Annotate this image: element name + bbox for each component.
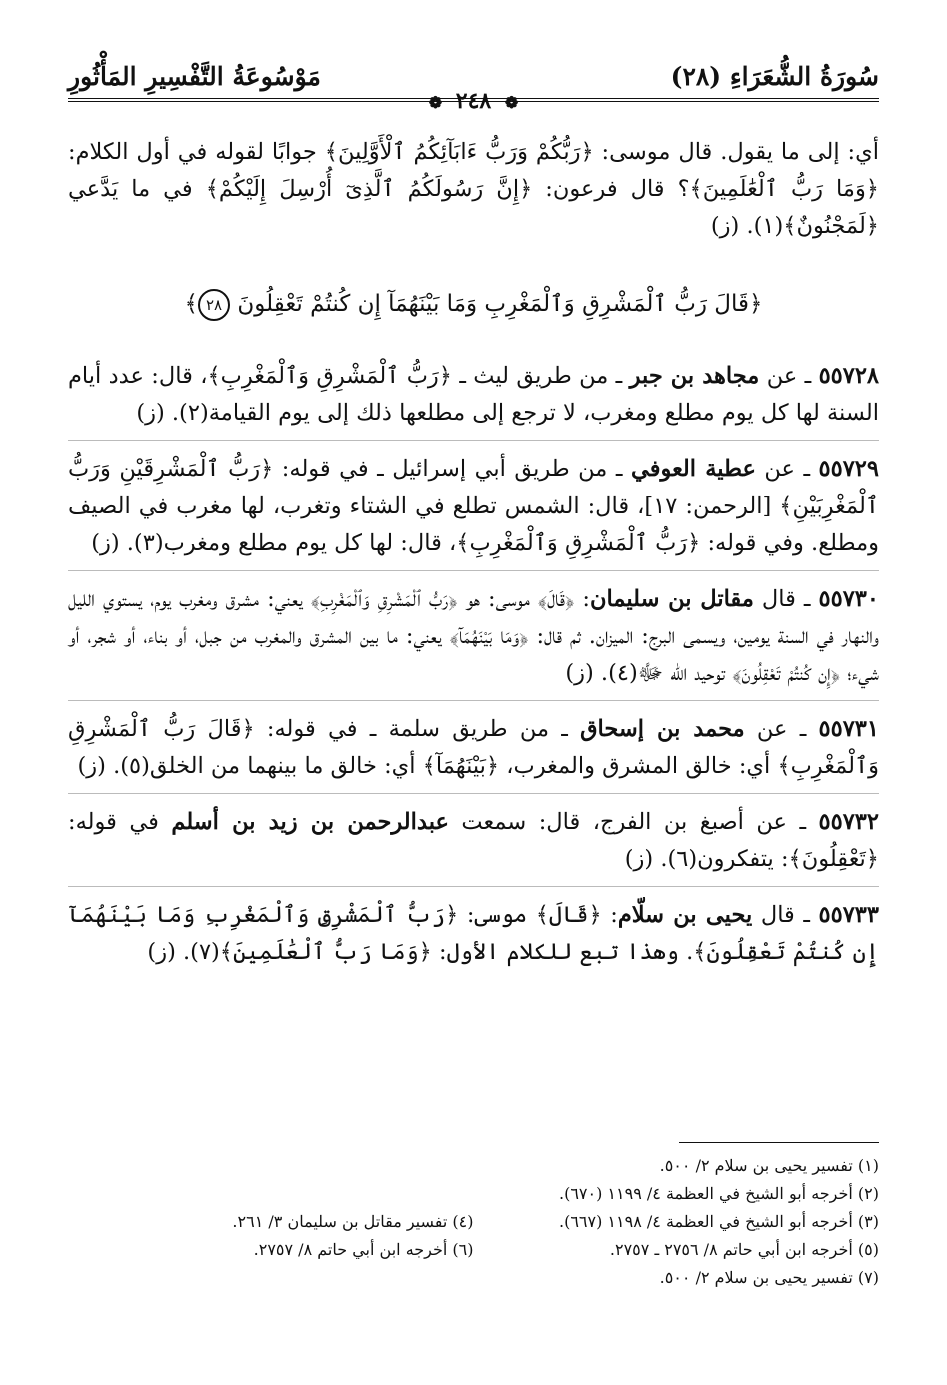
entry-number: ٥٥٧٣١ <box>818 716 879 742</box>
page-number-text: ٢٤٨ <box>455 88 492 114</box>
entry-prefix: ـ عن <box>744 716 819 742</box>
entry-text: في قوله: ﴿تَعْقِلُونَ﴾: يتفكرون(٦). (ز) <box>68 809 879 872</box>
narrator-name: مقاتل بن سليمان <box>589 586 754 612</box>
entry-prefix: ـ عن أصبغ بن الفرج، قال: سمعت <box>448 809 819 835</box>
footnote-rule <box>679 1142 879 1143</box>
entry-text: ـ من طريق سلمة ـ في قوله: ﴿قَالَ رَبُّ ٱلْمَشْرِقِ وَٱلْمَغْرِبِ﴾ أي: خالق المشرق والمغرب، ﴿بَيْنَهُمَآ﴾ أي: خالق ما بينهما من الخلق(٥). (ز) <box>68 716 879 779</box>
entry-number: ٥٥٧٢٩ <box>818 456 879 482</box>
entry-prefix: ـ قال <box>752 902 819 928</box>
narration-entry <box>68 581 879 701</box>
ayah-number-badge: ٢٨ <box>198 289 230 321</box>
ornament-icon: ❁ <box>428 93 443 112</box>
entry-number: ٥٥٧٢٨ <box>818 363 880 389</box>
narrator-name: يحيى بن سلّام <box>617 902 753 928</box>
footnote: (٢) أخرجه أبو الشيخ في العظمة ٤/ ١١٩٩ (٦٧٠). <box>558 1184 879 1203</box>
entry-text: : ﴿قَالَ﴾ موسى: هو ﴿رَبُّ ٱلْمَشْرِقِ وَٱلْمَغْرِبِ﴾ يعني: مشرق ومغرب يوم، يستوي الليل والنهار في السنة يومين، ويسمى البرج: الميزان. ثم قال: ﴿وَمَا بَيْنَهُمَآ﴾ يعني: ما بين المشرق والمغرب من جبل، أو بناء، أو شجر، أو شيء؛ ﴿إِن كُنتُمْ تَعْقِلُونَ﴾ توحيد الله ﷻ(٤). (ز) <box>68 586 879 686</box>
entry-text: : ﴿قَالَ﴾ موسى: ﴿رَبُّ ٱلْمَشْرِقِ وَٱلْمَغْرِبِ وَمَا بَيْنَهُمَآ إِن كُنتُمْ تَعْقِلُونَ﴾. وهذا تبع للكلام الأول: ﴿وَمَا رَبُّ ٱلْعَٰلَمِينَ﴾(٧). (ز) <box>68 902 879 965</box>
entry-text: ـ من طريق ليث ـ ﴿رَبُّ ٱلْمَشْرِقِ وَٱلْمَغْرِبِ﴾، قال: عدد أيام السنة لها كل يوم مطلع ومغرب، لا ترجع إلى مطلعها ذلك إلى يوم القيامة(٢). (ز) <box>68 363 879 426</box>
entry-prefix: ـ عن <box>759 363 819 389</box>
narrator-name: مجاهد بن جبر <box>629 363 760 389</box>
footnote: (٤) تفسير مقاتل بن سليمان ٣/ ٢٦١. <box>232 1212 474 1231</box>
footnote: (٣) أخرجه أبو الشيخ في العظمة ٤/ ١١٩٨ (٦٦٧). <box>558 1212 879 1231</box>
narration-entry <box>68 451 879 571</box>
footnote: (١) تفسير يحيى بن سلام ٢/ ٥٠٠. <box>659 1156 879 1175</box>
narration-entry <box>68 804 879 887</box>
footnote: (٦) أخرجه ابن أبي حاتم ٨/ ٢٧٥٧. <box>253 1240 474 1259</box>
ornament-icon: ❁ <box>504 93 519 112</box>
intro-paragraph: أي: إلى ما يقول. قال موسى: ﴿رَبُّكُمْ وَرَبُّ ءَابَآئِكُمُ ٱلْأَوَّلِينَ﴾ جوابًا لقوله في أول الكلام: ﴿وَمَا رَبُّ ٱلْعَٰلَمِينَ﴾؟ قال فرعون: ﴿إِنَّ رَسُولَكُمُ ٱلَّذِىٓ أُرْسِلَ إِلَيْكُمْ﴾ في ما يَدَّعي ﴿لَمَجْنُونٌ﴾(١). (ز) <box>68 139 879 239</box>
narration-entry <box>68 711 879 794</box>
narrator-name: عبدالرحمن بن زيد بن أسلم <box>171 809 449 835</box>
entry-number: ٥٥٧٣٣ <box>818 902 879 928</box>
narration-entry <box>68 897 879 979</box>
entry-prefix: ـ عن <box>755 456 819 482</box>
narration-entry <box>68 358 879 441</box>
page-number <box>0 88 947 114</box>
verse-text: ﴿قَالَ رَبُّ ٱلْمَشْرِقِ وَٱلْمَغْرِبِ وَمَا بَيْنَهُمَآ إِن كُنتُمْ تَعْقِلُونَ <box>237 291 763 317</box>
narrator-name: عطية العوفي <box>630 456 756 482</box>
verse-heading <box>68 286 879 323</box>
main-text <box>68 134 879 989</box>
entry-number: ٥٥٧٣٢ <box>818 809 879 835</box>
surah-title: سُورَةُ الشُّعَرَاءِ (٢٨) <box>670 62 879 91</box>
narrator-name: محمد بن إسحاق <box>580 716 745 742</box>
entry-prefix: ـ قال <box>753 586 819 612</box>
entry-text: ـ من طريق أبي إسرائيل ـ في قوله: ﴿رَبُّ ٱلْمَشْرِقَيْنِ وَرَبُّ ٱلْمَغْرِبَيْنِ﴾ [الرحمن: ١٧]، قال: الشمس تطلع في الشتاء وتغرب، لها مغرب في الصيف ومطلع. وفي قوله: ﴿رَبُّ ٱلْمَشْرِقِ وَٱلْمَغْرِبِ﴾، قال: لها كل يوم مطلع ومغرب(٣). (ز) <box>68 456 879 556</box>
footnote: (٥) أخرجه ابن أبي حاتم ٨/ ٢٧٥٦ ـ ٢٧٥٧. <box>609 1240 879 1259</box>
verse-close-bracket: ﴾ <box>184 291 198 317</box>
book-title: مَوْسُوعَةُ التَّفْسِيرِ المَأْثُورِ <box>68 62 321 91</box>
footnotes <box>68 1152 879 1292</box>
footnote: (٧) تفسير يحيى بن سلام ٢/ ٥٠٠. <box>659 1268 879 1287</box>
entry-number: ٥٥٧٣٠ <box>818 586 879 612</box>
